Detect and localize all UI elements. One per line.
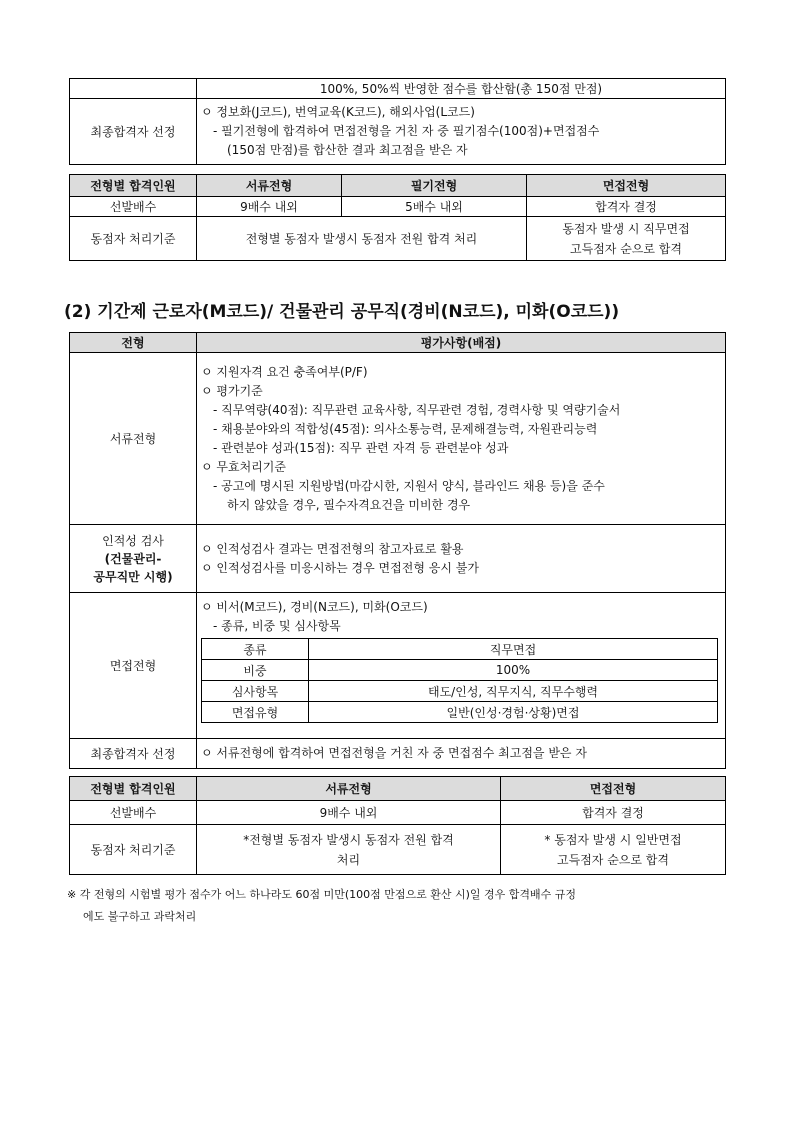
header-cell: 서류전형 [197,175,342,197]
aptitude-test-label: 인적성 검사 (건물관리- 공무직만 시행) [70,525,197,593]
table-cell: 100% [309,660,718,681]
table-cell: 9배수 내외 [197,197,342,217]
header-cell: 전형별 합격인원 [70,175,197,197]
table-cell: 9배수 내외 [197,801,501,825]
header-cell: 필기전형 [342,175,527,197]
table-cell: 면접유형 [202,702,309,723]
table-cell: 종류 [202,639,309,660]
evaluation-table [69,332,726,769]
header-cell: 전형별 합격인원 [70,777,197,801]
tiebreak-interview: 동점자 발생 시 직무면접 고득점자 순으로 합격 [527,217,726,261]
top-table [69,78,726,165]
footnote: ※ 각 전형의 시험별 평가 점수가 어느 하나라도 60점 미만(100점 만점으로 환산 시)일 경우 합격배수 규정 에도 불구하고 과락처리 [67,888,577,923]
table-cell: 직무면접 [309,639,718,660]
tiebreak-label: 동점자 처리기준 [70,825,197,875]
final-selection-label: 최종합격자 선정 [70,99,197,165]
tiebreak-document: *전형별 동점자 발생시 동점자 전원 합격 처리 [197,825,501,875]
header-cell: 전형 [70,333,197,353]
document-screening-label: 서류전형 [70,353,197,525]
quota-table-2 [69,776,726,875]
section-title: (2) 기간제 근로자(M코드)/ 건물관리 공무직(경비(N코드), 미화(O코드)) [64,302,620,322]
table-cell: 태도/인성, 직무지식, 직무수행력 [309,681,718,702]
header-cell: 평가사항(배점) [197,333,726,353]
interview-detail-table [201,638,718,723]
aptitude-test-criteria: ㅇ 인적성검사 결과는 면접전형의 참고자료로 활용 ㅇ 인적성검사를 미응시하는 경우 면접전형 응시 불가 [197,525,726,593]
tiebreak-rule: 전형별 동점자 발생시 동점자 전원 합격 처리 [197,217,527,261]
table-cell: 일반(인성·경험·상황)면접 [309,702,718,723]
table-cell: 선발배수 [70,801,197,825]
header-cell: 서류전형 [197,777,501,801]
quota-table-1 [69,174,726,261]
final-selection-criteria: ㅇ 정보화(J코드), 번역교육(K코드), 해외사업(L코드) - 필기전형에 합격하여 면접전형을 거친 자 중 필기점수(100점)+면접점수 (150점 만점)를 합산한 결과 최고점을 받은 자 [197,99,726,165]
score-note: 100%, 50%씩 반영한 점수를 합산함(총 150점 만점) [197,79,726,99]
table-cell: 합격자 결정 [501,801,726,825]
top-table-empty-cell [70,79,197,99]
table-cell: 합격자 결정 [527,197,726,217]
header-cell: 면접전형 [501,777,726,801]
table-cell: 비중 [202,660,309,681]
header-cell: 면접전형 [527,175,726,197]
document-screening-criteria: ㅇ 지원자격 요건 충족여부(P/F) ㅇ 평가기준 - 직무역량(40점): 직무관련 교육사항, 직무관련 경험, 경력사항 및 역량기술서 - 채용분야와의 적합성(45점): 의사소통능력, 문제해결능력, 자원관리능력 - 관련분야 성과(15점): 직무 관련 자격 등 관련분야 성과 ㅇ 무효처리기준 - 공고에 명시된 지원방법(마감시한, 지원서 양식, 블라인드 채용 등)을 준수 하지 않았을 경우, 필수자격요건을 미비한 경우 [197,353,726,525]
tiebreak-interview: * 동점자 발생 시 일반면접 고득점자 순으로 합격 [501,825,726,875]
table-cell: 5배수 내외 [342,197,527,217]
tiebreak-label: 동점자 처리기준 [70,217,197,261]
final-selection-label: 최종합격자 선정 [70,739,197,769]
table-cell: 심사항목 [202,681,309,702]
table-cell: 선발배수 [70,197,197,217]
final-selection-criteria: ㅇ 서류전형에 합격하여 면접전형을 거친 자 중 면접점수 최고점을 받은 자 [197,739,726,769]
interview-label: 면접전형 [70,593,197,739]
interview-criteria: ㅇ 비서(M코드), 경비(N코드), 미화(O코드) - 종류, 비중 및 심사항목 종류 직무면접 비중 100% 심사항목 태도/인성, 직무지식, 직무수행력 면접유형 일반(인성·경험·상황)면접 [197,593,726,739]
